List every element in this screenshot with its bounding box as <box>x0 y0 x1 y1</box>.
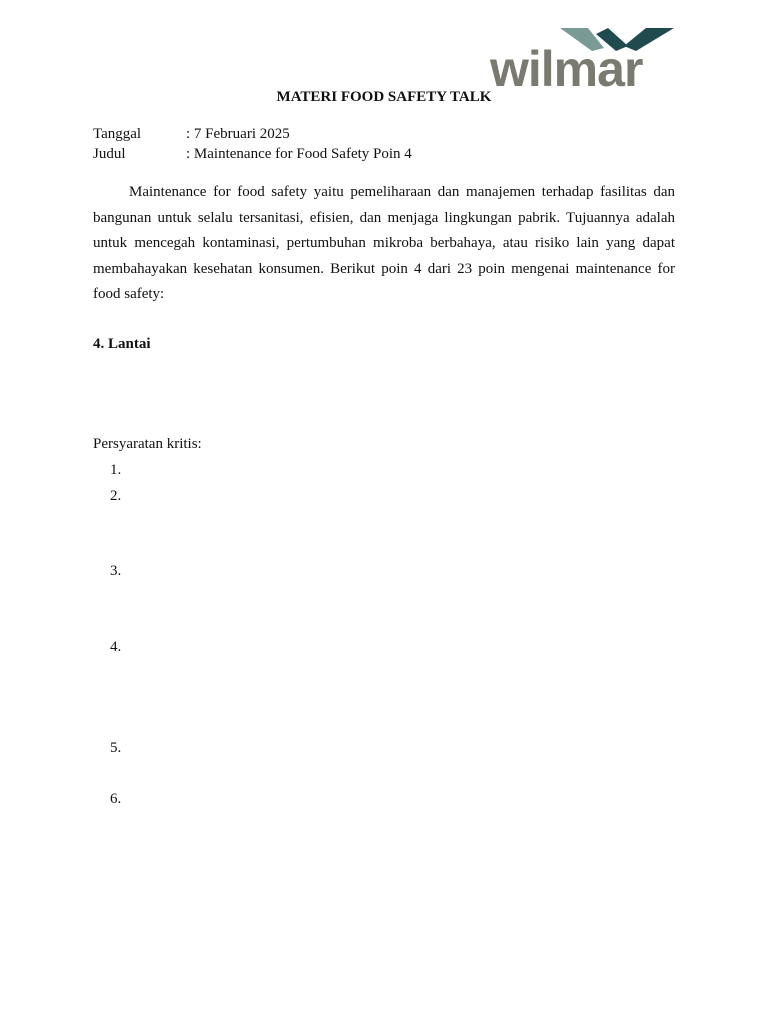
subject-value: : Maintenance for Food Safety Poin 4 <box>186 146 412 162</box>
requirement-item-4: 4. <box>110 639 122 655</box>
date-label: Tanggal <box>93 126 142 142</box>
requirements-label: Persyaratan kritis: <box>93 436 202 452</box>
requirement-item-1: 1. <box>110 462 122 478</box>
wilmar-logo-text: wilmar <box>490 41 643 97</box>
section-heading: 4. Lantai <box>93 336 151 352</box>
wilmar-logo <box>488 24 678 97</box>
requirement-item-3: 3. <box>110 563 122 579</box>
meta-subject-row <box>93 145 412 163</box>
requirement-item-6: 6. <box>110 791 122 807</box>
document-title: MATERI FOOD SAFETY TALK <box>276 89 492 105</box>
date-value: : 7 Februari 2025 <box>186 126 290 142</box>
meta-date-row <box>93 125 290 143</box>
requirement-item-5: 5. <box>110 740 122 756</box>
intro-paragraph: Maintenance for food safety yaitu pemeliharaan dan manajemen terhadap fasilitas dan bangunan untuk selalu tersanitasi, efisien, dan menjaga lingkungan pabrik. Tujuannya adalah untuk mencegah kontaminasi, pertumbuhan mikroba berbahaya, atau risiko lain yang dapat membahayakan kesehatan konsumen. Berikut poin 4 dari 23 poin mengenai maintenance for food safety: <box>93 184 675 302</box>
subject-label: Judul <box>93 146 126 162</box>
requirement-item-2: 2. <box>110 488 122 504</box>
